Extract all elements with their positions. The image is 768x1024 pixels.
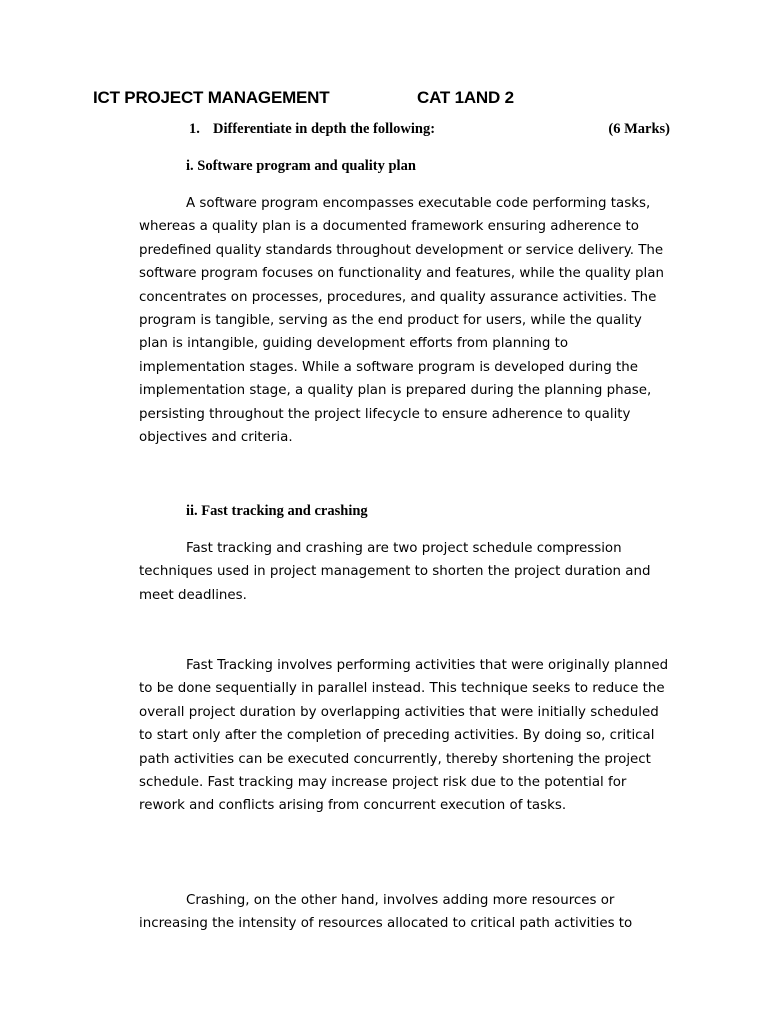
question-number: 1. xyxy=(189,121,200,137)
question-text: Differentiate in depth the following: xyxy=(213,121,436,137)
section-heading-software-program: i. Software program and quality plan xyxy=(186,158,416,174)
section-heading-fast-tracking: ii. Fast tracking and crashing xyxy=(186,503,368,519)
cat-title: CAT 1AND 2 xyxy=(417,88,514,107)
paragraph-crashing: Crashing, on the other hand, involves adding more resources or increasing the intensity of resources allocated to critical path activities to xyxy=(139,893,633,932)
paragraph-compression-intro: Fast tracking and crashing are two project schedule compression techniques used in project management to shorten the project duration and meet deadlines. xyxy=(139,541,651,603)
document-title xyxy=(93,88,514,108)
question-marks: (6 Marks) xyxy=(608,121,670,137)
paragraph-software-program: A software program encompasses executable code performing tasks, whereas a quality plan is a documented framework ensuring adherence to predefined quality standards throughout development or service delivery. The software program focuses on functionality and features, while the quality plan concentrates on processes, procedures, and quality assurance activities. The program is tangible, serving as the end product for users, while the quality plan is intangible, guiding development efforts from planning to implementation stages. While a software program is developed during the implementation stage, a quality plan is prepared during the planning phase, persisting throughout the project lifecycle to ensure adherence to quality objectives and criteria. xyxy=(139,196,664,446)
question-1 xyxy=(189,121,670,138)
paragraph-fast-tracking: Fast Tracking involves performing activities that were originally planned to be done sequentially in parallel instead. This technique seeks to reduce the overall project duration by overlapping activities that were initially scheduled to start only after the completion of preceding activities. By doing so, critical path activities can be executed concurrently, thereby shortening the project schedule. Fast tracking may increase project risk due to the potential for rework and conflicts arising from concurrent execution of tasks. xyxy=(139,658,669,814)
course-title: ICT PROJECT MANAGEMENT xyxy=(93,88,330,107)
